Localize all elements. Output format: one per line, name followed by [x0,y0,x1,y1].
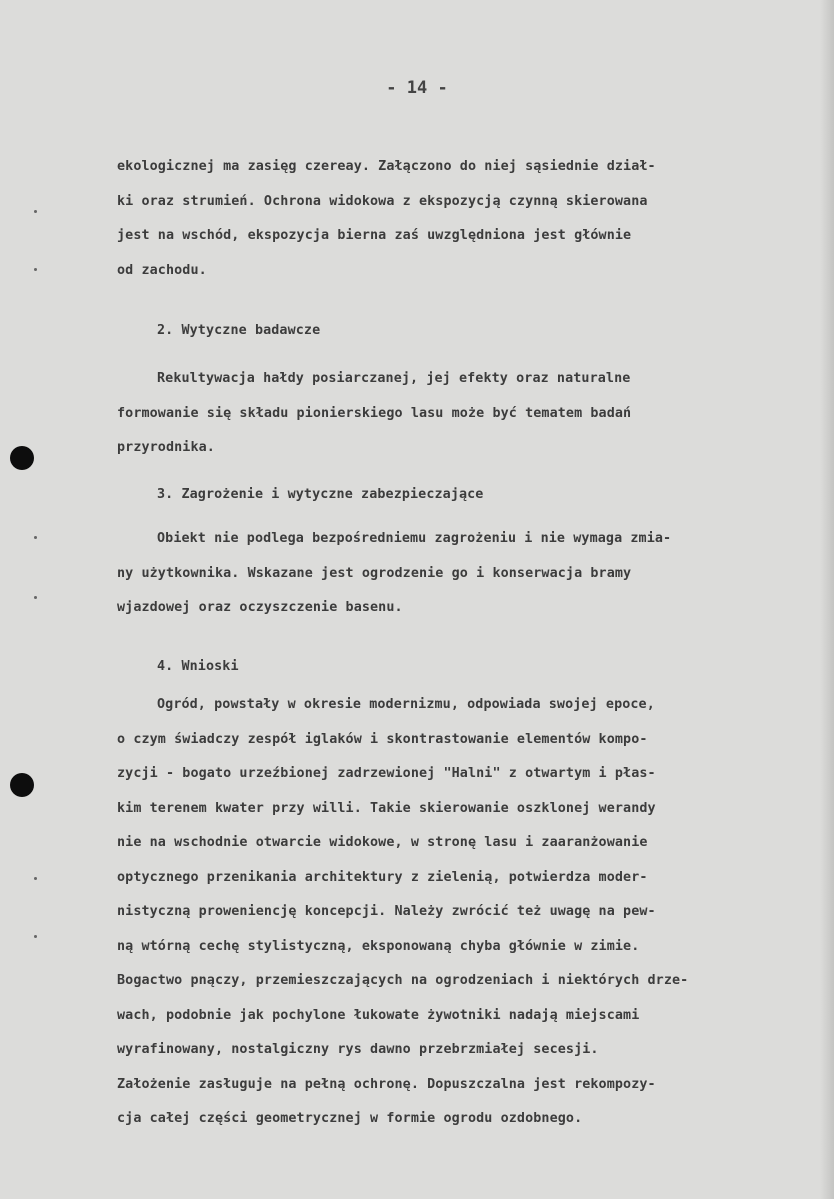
margin-speck [34,536,37,539]
text-line: formowanie się składu pionierskiego lasu może być tematem badań [117,405,632,421]
text-line: ny użytkownika. Wskazane jest ogrodzenie go i konserwacja bramy [117,565,632,581]
text-line: nistyczną proweniencję koncepcji. Należy zwrócić też uwagę na pew- [117,904,656,919]
text-line: o czym świadczy zespół iglaków i skontrastowanie elementów kompo- [117,731,648,747]
text-line: kim terenem kwater przy willi. Takie skierowanie oszklonej werandy [117,800,656,816]
text-line: od zachodu. [117,262,207,278]
margin-speck [34,596,37,599]
text-line: Obiekt nie podlega bezpośredniemu zagrożeniu i nie wymaga zmia- [157,531,672,546]
paragraph-intro [117,150,817,288]
margin-speck [34,268,37,271]
text-line: nie na wschodnie otwarcie widokowe, w stronę lasu i zaaranżowanie [117,835,648,850]
section-heading-4 [117,650,817,685]
page-number: - 14 - [386,78,448,98]
text-line: wyrafinowany, nostalgiczny rys dawno przebrzmiałej secesji. [117,1042,599,1057]
text-line: Rekultywacja hałdy posiarczanej, jej efekty oraz naturalne [157,371,631,386]
text-line: Bogactwo pnączy, przemieszczających na ogrodzeniach i niektórych drze- [117,973,689,988]
paragraph-section-2 [117,362,817,466]
text-line: ną wtórną cechę stylistyczną, eksponowaną chyba głównie w zimie. [117,938,640,954]
section-heading: 3. Zagrożenie i wytyczne zabezpieczające [157,487,484,502]
page-edge-shadow [820,0,834,1199]
text-line: zycji - bogato urzeźbionej zadrzewionej "Halni" z otwartym i płas- [117,766,656,781]
section-heading-2 [117,314,817,349]
text-line: Ogród, powstały w okresie modernizmu, odpowiada swojej epoce, [157,697,655,712]
text-line: wach, podobnie jak pochylone łukowate żywotniki nadają miejscami [117,1007,640,1023]
paragraph-section-3 [117,522,817,626]
margin-speck [34,877,37,880]
text-line: ekologicznej ma zasięg czereay. Załączono do niej sąsiednie dział- [117,159,656,174]
text-line: Założenie zasługuje na pełną ochronę. Dopuszczalna jest rekompozy- [117,1076,656,1092]
section-heading-3 [117,478,817,513]
binder-hole-bottom [10,773,34,797]
text-line: przyrodnika. [117,440,215,455]
text-line: wjazdowej oraz oczyszczenie basenu. [117,600,403,615]
section-heading: 4. Wnioski [157,659,239,674]
binder-hole-top [10,446,34,470]
text-line: cja całej części geometrycznej w formie ogrodu ozdobnego. [117,1111,583,1126]
text-line: optycznego przenikania architektury z zielenią, potwierdza moder- [117,869,648,885]
margin-speck [34,210,37,213]
text-line: ki oraz strumień. Ochrona widokowa z ekspozycją czynną skierowana [117,193,648,209]
paragraph-section-4 [117,688,817,1137]
section-heading: 2. Wytyczne badawcze [157,323,321,338]
text-line: jest na wschód, ekspozycja bierna zaś uwzględniona jest głównie [117,228,632,243]
margin-speck [34,935,37,938]
